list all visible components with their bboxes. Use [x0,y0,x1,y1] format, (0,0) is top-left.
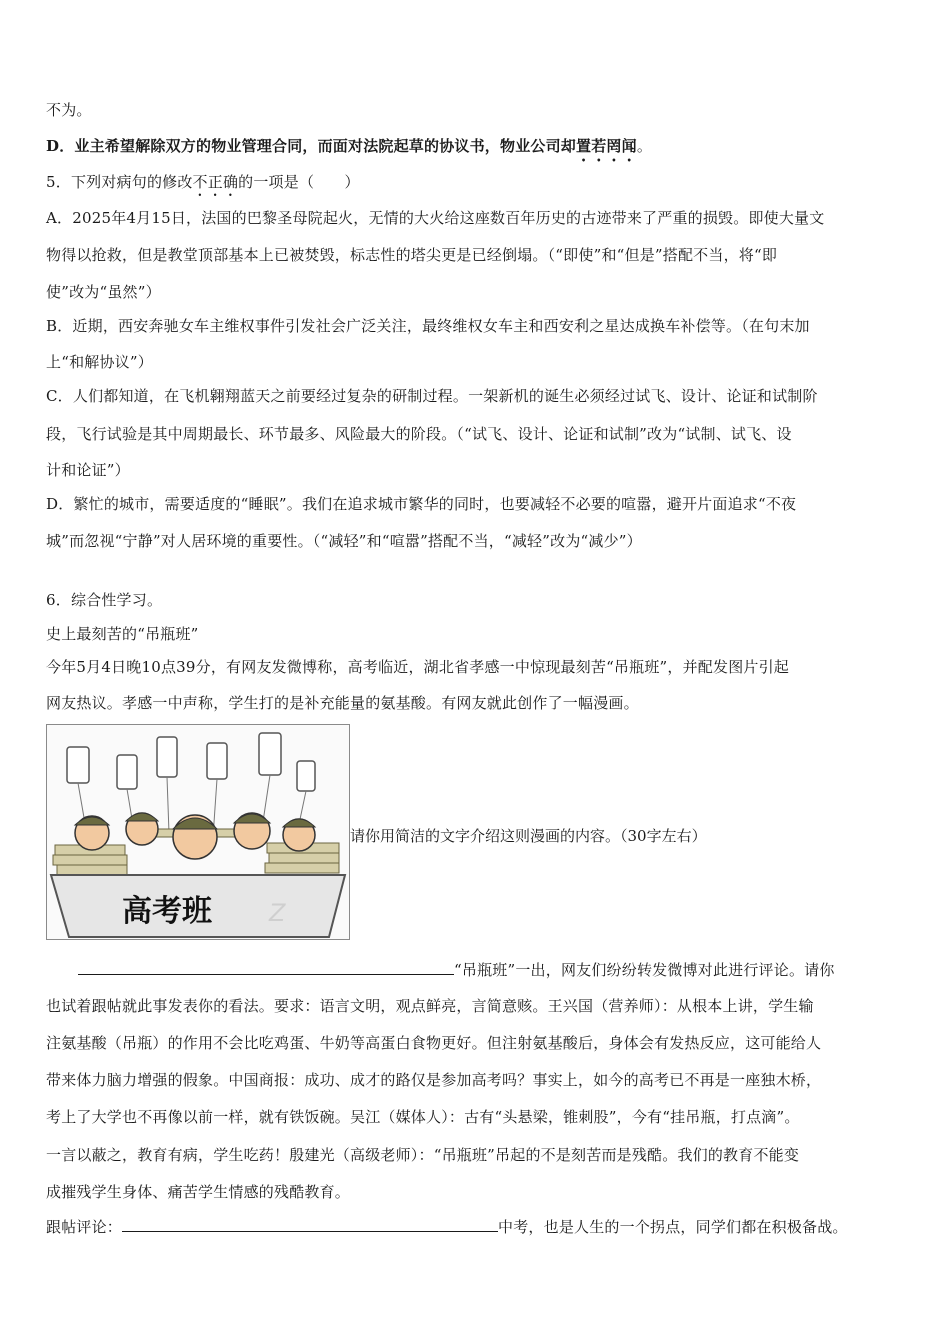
line-text: 也试着跟帖就此事发表你的看法。要求：语言文明，观点鲜亮，言简意赅。王兴国（营养师）：从根本上讲，学生输 [46,997,814,1015]
line-text: 中考，也是人生的一个拐点，同学们都在积极备战。 [498,1218,848,1236]
line-text: 不为。 [46,101,92,119]
article-line [46,693,906,713]
line-text: A．2025年4月15日，法国的巴黎圣母院起火，无情的大火给这座数百年历史的古迹带来了严重的损毁。即使大量文 [46,209,825,227]
answer-line [46,960,906,980]
line-text: D．繁忙的城市，需要适度的“睡眠”。我们在追求城市繁华的同时，也要减轻不必要的喧嚣，避开片面追求“不夜 [46,495,797,513]
line-text: 网友热议。孝感一中声称，学生打的是补充能量的氨基酸。有网友就此创作了一幅漫画。 [46,694,639,712]
option-d-line [46,494,906,514]
article-title [46,624,906,644]
line-text: 请你用简洁的文字介绍这则漫画的内容。（30字左右） [350,827,707,845]
line-text: 计和论证”） [46,461,130,479]
line-text: 今年5月4日晚10点39分，有网友发微博称，高考临近，湖北省孝感一中惊现最刻苦“吊瓶班”，并配发图片引起 [46,658,790,676]
comment-line [46,1217,906,1237]
text-line [46,531,906,551]
line-text: B．近期，西安奔驰女车主维权事件引发社会广泛关注，最终维权女车主和西安利之星达成换车补偿等。（在句末加 [46,317,810,335]
text-line [46,996,906,1016]
text-line [46,1145,906,1165]
text-line [46,1033,906,1053]
line-text: 上“和解协议”） [46,353,153,371]
option-a-line [46,208,906,228]
line-text: 5．下列对病句的修改 [46,173,193,191]
line-text: D．业主希望解除双方的物业管理合同，而面对法院起草的协议书，物业公司却 [46,137,577,155]
line-text: 成摧残学生身体、痛苦学生情感的残酷教育。 [46,1183,351,1201]
line-text: “吊瓶班”一出，网友们纷纷转发微博对此进行评论。请你 [454,961,835,979]
cartoon-caption [350,826,707,846]
text-line [46,1182,906,1202]
text-line [46,245,906,265]
line-text: 注氨基酸（吊瓶）的作用不会比吃鸡蛋、牛奶等高蛋白食物更好。但注射氨基酸后，身体会有发热反应，这可能给人 [46,1034,822,1052]
line-text: 史上最刻苦的“吊瓶班” [46,625,199,643]
line-text: 城”而忽视“宁静”对人居环境的重要性。（“减轻”和“喧嚣”搭配不当，“减轻”改为“减少”） [46,532,642,550]
article-line [46,657,906,677]
line-text: 段，飞行试验是其中周期最长、环节最多、风险最大的阶段。（“试飞、设计、论证和试制”改为“试制、试飞、设 [46,425,792,443]
line-text: 考上了大学也不再像以前一样，就有铁饭碗。吴江（媒体人）：古有“头悬梁，锥刺股”，今有“挂吊瓶，打点滴”。 [46,1108,800,1126]
comment-blank[interactable] [122,1217,498,1232]
text-line [46,1070,906,1090]
line-text: 物得以抢救，但是教堂顶部基本上已被焚毁，标志性的塔尖更是已经倒塌。（“即使”和“但是”搭配不当，将“即 [46,246,778,264]
option-c-line [46,386,906,406]
text-line [46,100,906,120]
line-text: C．人们都知道，在飞机翱翔蓝天之前要经过复杂的研制过程。一架新机的诞生必须经过试飞、设计、论证和试制阶 [46,387,818,405]
cartoon-sign-text: 高考班 [122,894,212,929]
question-6-title [46,590,906,610]
text-line [46,1107,906,1127]
option-b-line [46,316,906,336]
line-text: 带来体力脑力增强的假象。中国商报：成功、成才的路仅是参加高考吗？事实上，如今的高考已不再是一座独木桥， [46,1071,822,1089]
emphasized-idiom: 置若罔闻 [576,137,637,155]
emphasized-word: 不正确 [192,173,239,191]
line-text: 。 [636,137,653,155]
line-text: 一言以蔽之，教育有病，学生吃药！殷建光（高级老师）：“吊瓶班”吊起的不是刻苦而是残酷。我们的教育不能变 [46,1146,800,1164]
line-text: 的一项是（ ） [238,173,360,191]
question-5-title [46,172,906,200]
line-text: 跟帖评论： [46,1218,123,1236]
text-line [46,460,906,480]
line-text: 6．综合性学习。 [46,591,163,609]
cartoon-image [46,724,350,940]
option-d-line [46,136,906,165]
text-line [46,424,906,444]
answer-blank[interactable] [78,960,454,975]
text-line [46,352,906,372]
watermark-text: Z [269,899,286,927]
line-text: 使”改为“虽然”） [46,283,161,301]
text-line [46,282,906,302]
